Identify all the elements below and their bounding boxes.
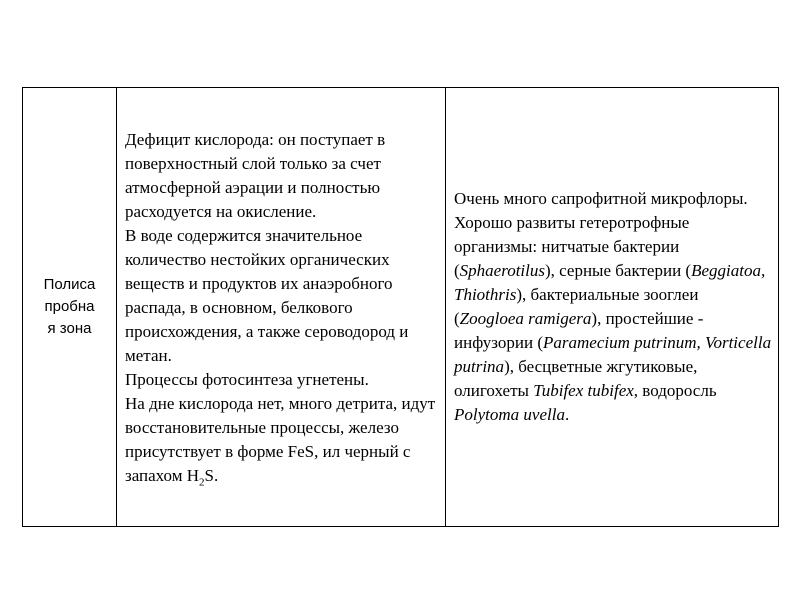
conditions-paragraph	[125, 392, 439, 488]
species-name: Beggiatoa, Thiothris	[454, 261, 766, 304]
biota-text: ), серные бактерии (	[545, 261, 692, 280]
biota-text: ), бесцветные жгутиковые, олигохеты	[454, 357, 698, 400]
conditions-text: S.	[204, 466, 219, 485]
subscript: 2	[199, 476, 205, 489]
conditions-paragraph: Дефицит кислорода: он поступает в поверхностный слой только за счет атмосферной аэрации и полностью расходуется на окисление.	[125, 130, 386, 221]
conditions-paragraph: В воде содержится значительное количество нестойких органических веществ и продуктов их анаэробного распада, в основном, белкового происхождения, а также сероводород и метан.	[125, 226, 409, 365]
zone-name-line: я зона	[47, 320, 92, 337]
conditions-cell	[117, 88, 446, 527]
biota-text: ), простейшие - инфузории (	[454, 309, 704, 352]
species-name: Zoogloea ramigera	[459, 309, 592, 328]
biota-text: ), бактериальные зооглеи (	[454, 285, 699, 328]
conditions-text: На дне кислорода нет, много детрита, идут восстановительные процессы, железо присутствует в форме FeS, ил черный с запахом H	[125, 394, 436, 485]
biota-paragraph	[454, 211, 772, 427]
conditions-paragraph: Процессы фотосинтеза угнетены.	[125, 370, 369, 389]
zone-name-cell	[23, 88, 117, 527]
biota-cell	[446, 88, 779, 527]
table-row	[23, 88, 779, 527]
biota-paragraph: Очень много сапрофитной микрофлоры.	[454, 189, 748, 208]
species-name: Tubifex tubifex	[533, 381, 634, 400]
zone-name-line: пробна	[44, 298, 95, 315]
biota-text: .	[564, 405, 570, 424]
biota-text: , водоросль	[633, 381, 717, 400]
zone-name-line: Полиса	[43, 276, 96, 293]
zone-table	[22, 87, 779, 527]
species-name: Paramecium putrinum, Vorticella putrina	[454, 333, 772, 376]
species-name: Sphaerotilus	[459, 261, 545, 280]
biota-text: Хорошо развиты гетеротрофные организмы: нитчатые бактерии (	[454, 213, 690, 280]
species-name: Polytoma uvella	[454, 405, 565, 424]
